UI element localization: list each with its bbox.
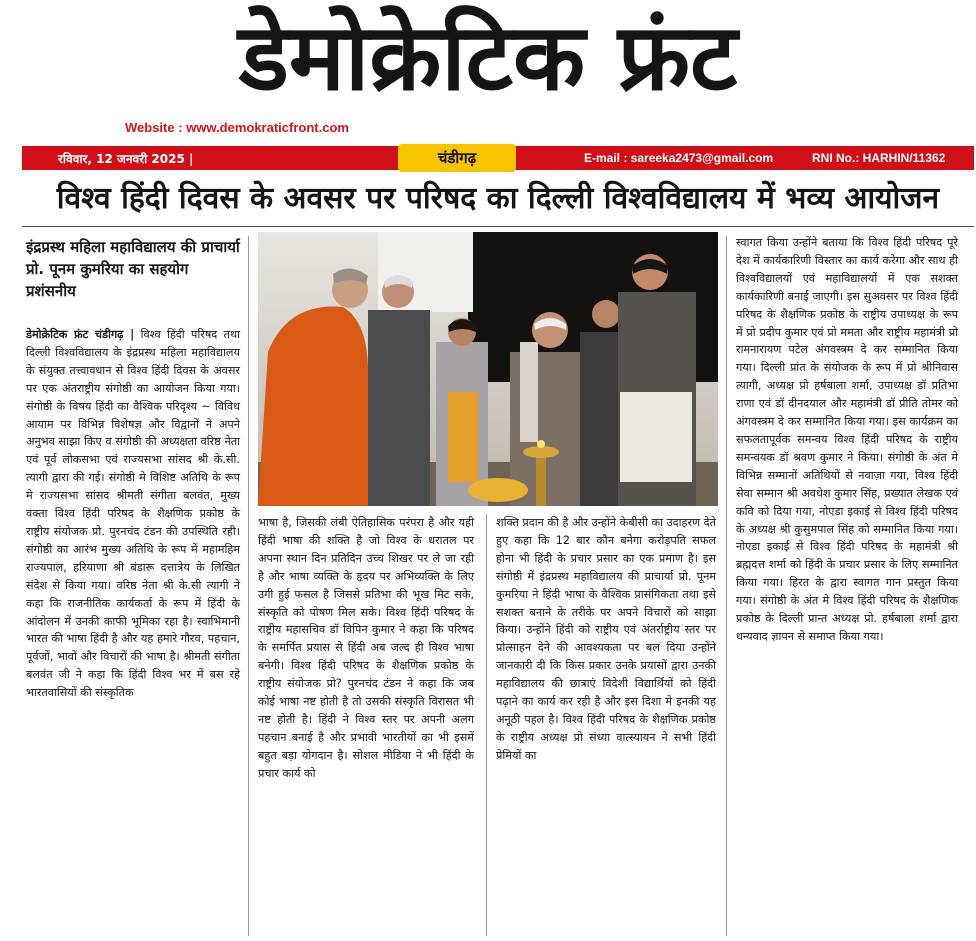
- article-headline: विश्व हिंदी दिवस के अवसर पर परिषद का दिल्ली विश्वविद्यालय में भव्य आयोजन: [56, 181, 940, 216]
- article-column-3: शक्ति प्रदान की है और उन्होंने केबीसी का उदाहरण देते हुए कहा कि 12 बार कौन बनेगा करोड़पति सफल होना भी हिंदी के प्रचार प्रसार का एक प्रमाण है। इस संगोष्ठी में इंद्रप्रस्थ महाविद्यालय की प्राचार्या प्रो. पूनम कुमरिया ने हिंदी भाषा के वैश्विक प्रासंगिकता तथा इसे सशक्त बनाने के तरीके पर अपने विचारों को साझा किया। उन्होंने हिंदी को राष्ट्रीय एवं अंतर्राष्ट्रीय स्तर पर प्रोत्साहन देने की आवश्यकता पर बल दिया उन्होंने जानकारी दी कि किस प्रकार उनके प्रयासों द्वारा उनकी महाविद्यालय की छात्राएं विदेशी विद्यार्थियों को हिंदी पढ़ाने का कार्य कर रही है और इस दिशा मे इनकी यह अनूठी पहल है। विश्व हिंदी परिषद के शैक्षणिक प्रकोष्ठ के राष्ट्रीय अध्यक्ष प्रो संध्या वात्स्यायन ने सभी हिंदी प्रेमियों का: [496, 516, 716, 762]
- article-column-1: [26, 326, 240, 702]
- article-column-4: स्वागत किया उन्होंने बताया कि विश्व हिंदी परिषद पूरे देश में कार्यकारिणी विस्तार का कार्य करेगा और साथ ही विश्वविद्यालयों एवं महाविद्यालयों में एक सशक्त कार्यकारिणी बनाई जाएगी। इस सुअवसर पर विश्व हिंदी परिषद के शैक्षणिक प्रकोष्ठ के राष्ट्रीय उपाध्यक्ष के रूप में प्रो प्रदीप कुमार एवं प्रो ममता और राष्ट्रीय महामंत्री प्रो रामनारायण पटेल अंगवस्त्रम दे कर सम्मानित किया गया। दिल्ली प्रांत के संयोजक के रूप में प्रो श्रीनिवास त्यागी, अध्यक्ष प्रो हर्षबाला शर्मा, उपाध्यक्ष डॉ प्रतिभा राणा एवं डॉ दीनदयाल और महामंत्री डॉ प्रीति तोमर को अंगवस्त्रम दे कर सम्मानित किया गया। इस कार्यक्रम का सफलतापूर्वक समन्वय विश्व हिंदी परिषद के राष्ट्रीय समन्वयक डॉ श्रवण कुमार ने किया। संगोष्ठी के अंत मे विभिन्न सम्मानों अतिथियों से नवाज़ा गया, विश्व हिंदी सेवा सम्मान श्री अवधेश कुमार सिंह, प्रख्यात लेखक एवं कवि को दिया गया, नोएडा इकाई से विश्व हिंदी परिषद के अध्यक्ष श्री कुसुमपाल सिंह को सम्मानित किया गया। नोएडा इकाई से विश्व हिंदी परिषद के महामंत्री श्री ब्रह्मदत्त शर्मा को हिंदी के प्रचार प्रसार के लिए सम्मानित किया गया। हिरत के द्वारा स्वागत गान प्रस्तुत किया गया। संगोष्ठी के अंत मे विश्व हिंदी परिषद के शैक्षणिक प्रकोष्ठ के दिल्ली प्रान्त अध्यक्ष प्रो. हर्षबाला शर्मा द्वारा धन्यवाद ज्ञापन से समाप्त किया गया।: [736, 236, 958, 643]
- column-1-text: विश्व हिंदी परिषद तथा दिल्ली विश्वविद्यालय के इंद्रप्रस्थ महिला महाविद्यालय के संयुक्त तत्त्वावधान से विश्व हिंदी दिवस के अवसर पर एक अंतराष्ट्रीय संगोष्ठी का आयोजन किया गया। संगोष्ठी के विषय हिंदी का वैश्विक परिदृश्य ~ विविध आयाम पर विभिन्न विशेषज्ञ और विद्वानों ने अपने अनुभव साझा किए व संगोष्ठी की अध्यक्षता वरिष्ठ नेता एवं पूर्व लोकसभा एवं राज्यसभा सांसद श्री के.सी. त्यागी द्वारा की गई। संगोष्ठी मे विशिष्ट अतिथि के रूप मे राज्यसभा सांसद श्रीमती संगीता बलवंत, मुख्य वक्ता विश्व हिंदी परिषद के शैक्षणिक प्रकोष्ठ के राष्ट्रीय संयोजक प्रो. पुरनचंद टंडन की उपस्थिति रही। संगोष्ठी का आरंभ मुख्य अतिथि के रूप में महामहिम राज्यपाल, हरियाणा श्री बंडारू दत्तात्रेय के लिखित संदेश से किया गया। वरिष्ठ नेता श्री के.सी त्यागी ने कहा कि राजनीतिक कार्यकर्ता के रूप में हिंदी के आंदोलन में उनकी काफी भूमिका रहा है। स्वाभिमानी भारत की भाषा हिंदी है और यह हमारे गौरव, पहचान, पूर्वजों, भावों और विचारों की भाषा है। श्रीमती संगीता बलवंत जी ने कहा कि हिंदी विश्व भर में बस रहे भारतवासियों की संस्कृतिक: [26, 328, 240, 700]
- dateline: डेमोक्रेटिक फ्रंट चंडीगढ़ |: [26, 328, 135, 341]
- column-divider: [486, 514, 487, 936]
- column-divider: [726, 236, 727, 936]
- edition-city-badge: चंडीगढ़: [398, 144, 516, 172]
- contact-email[interactable]: E-mail : sareeka2473@gmail.com: [584, 151, 774, 165]
- masthead: [0, 0, 976, 148]
- newspaper-name: डेमोक्रेटिक फ्रंट: [238, 4, 738, 111]
- article-column-2: भाषा है, जिसकी लंबी ऐतिहासिक परंपरा है और यही हिंदी भाषा की शक्ति है जो विश्व के धरातल पर अपना स्थान दिन प्रतिदिन उच्च शिखर पर ले जा रही है और भाषा व्यक्ति के हृदय पर अभिव्यक्ति के लिए उगी हुई फसल है जिससे प्रतिभा की भूख मिट सके, संस्कृति को पोषण मिल सके। विश्व हिंदी परिषद के राष्ट्रीय महासचिव डॉ विपिन कुमार ने कहा कि परिषद के समर्पित प्रयास से हिंदी अब जल्द ही विश्व भाषा बनेगी। विश्व हिंदी परिषद के शैक्षणिक प्रकोष्ठ के राष्ट्रीय संयोजक प्रो? पुरनचंद टंडन ने कहा कि जब कोई भाषा नष्ट होती है तो उसकी संस्कृति विरासत भी नष्ट होती है। हिंदी ने विश्व स्तर पर अपनी अलग पहचान बनाई है और प्रभावी भारतीयों का भी इसमें बहुत बड़ा योगदान है। सोशल मीडिया ने भी हिंदी के प्रचार कार्य को: [258, 516, 474, 780]
- website-label: Website :: [125, 120, 183, 135]
- photo-illustration: [258, 232, 718, 506]
- website-link[interactable]: www.demokraticfront.com: [186, 120, 349, 135]
- column-divider: [248, 236, 249, 936]
- headline-divider: [22, 226, 974, 227]
- website-line: [125, 120, 349, 135]
- article-subheadline: इंद्रप्रस्थ महिला महाविद्यालय की प्राचार्या प्रो. पूनम कुमरिया का सहयोग प्रशंसनीय: [26, 238, 240, 300]
- article-photo: [258, 232, 718, 506]
- issue-date: रविवार, 12 जनवरी 2025 |: [58, 152, 194, 166]
- rni-number: RNI No.: HARHIN/11362: [812, 151, 946, 165]
